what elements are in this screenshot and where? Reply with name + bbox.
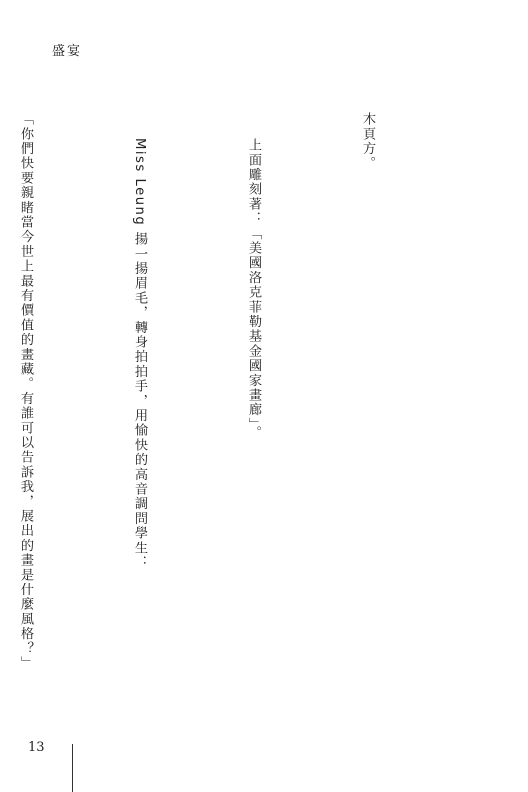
text-line: 木頁方。 xyxy=(360,112,375,171)
running-head: 盛宴 xyxy=(52,44,83,59)
text-line: Miss Leung 揚一揚眉毛，轉身拍拍手，用愉快的高音調問學生： xyxy=(132,138,147,571)
page-number: 13 xyxy=(28,740,45,755)
text-line: 上面雕刻著：「美國洛克菲勒基金國家畫廊」。 xyxy=(246,138,261,441)
page-divider-line xyxy=(72,744,73,792)
text-line: 「你們快要親睹當今世上最有價值的畫藏。有誰可以告訴我，展出的畫是什麼風格？」 xyxy=(18,112,33,671)
vertical-text-block xyxy=(0,112,462,702)
